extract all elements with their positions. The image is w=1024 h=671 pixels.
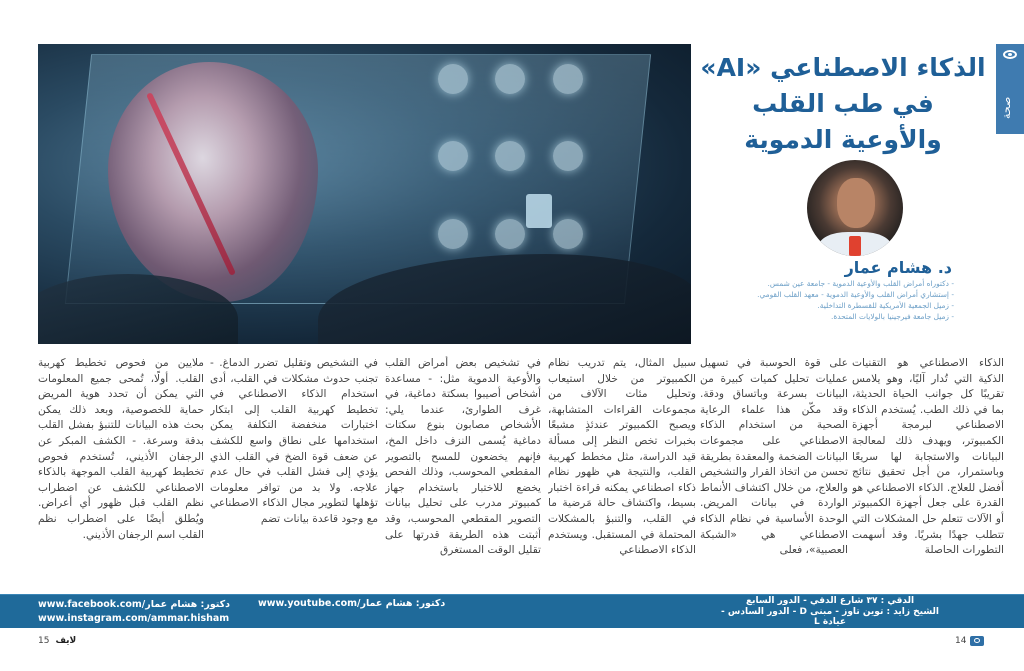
social-links — [38, 598, 230, 626]
contact-footer-bar — [0, 594, 1024, 628]
icon-bubble — [495, 141, 525, 171]
magazine-eye-icon — [970, 636, 984, 646]
author-credentials — [694, 278, 954, 322]
ui-panel — [526, 194, 552, 228]
address-line: الشيخ زايد : توين تاوز - مبنى D - الدور السادس - — [721, 606, 939, 617]
address-line: عيادة L — [813, 617, 847, 628]
youtube-link[interactable]: www.youtube.com/دكتور: هشام عمار — [258, 598, 446, 609]
medical-icons-grid — [438, 64, 598, 284]
icon-bubble — [495, 219, 525, 249]
article-column-6 — [38, 356, 204, 592]
author-name: د. هشام عمار — [844, 258, 952, 277]
column-text: ملايين من فحوص تخطيط كهربية القلب. أولًا، تُمحى جميع المعلومات التي يمكن أن تحدد هوية المريض حماية للخصوصية، وبعد ذلك يمكن بحث هذه البيانات للتنبؤ بفشل القلب بدقة وسرعة. - الكشف المبكر عن الرجفان الأذيني، تُستخدم فحوص تخطيط كهربية القلب الموجهة بالذكاء الاصطناعي للكشف عن اضطراب نظم القلب قبل ظهور أي أعراض. ويُطلق أيضًا على اضطراب نظم القلب اسم الرجفان الأذيني. — [38, 357, 204, 541]
article-column-5 — [210, 356, 378, 592]
eye-icon — [1003, 50, 1017, 59]
author-avatar — [807, 160, 903, 256]
credential-item: - زميل جامعة فيرجينيا بالولايات المتحدة. — [831, 312, 954, 321]
facebook-link[interactable]: www.facebook.com/دكتور: هشام عمار — [38, 599, 231, 610]
page-number-right — [955, 636, 984, 646]
article-column-4 — [385, 356, 541, 592]
page-number-left — [38, 636, 76, 646]
face — [837, 178, 875, 228]
section-label: صحة — [1000, 96, 1013, 120]
icon-bubble — [553, 64, 583, 94]
icon-bubble — [553, 141, 583, 171]
icon-bubble — [495, 64, 525, 94]
clinic-address — [710, 596, 950, 628]
icon-bubble — [438, 64, 468, 94]
column-text: في التشخيص وتقليل تضرر الدماغ. - تجنب حدوث مشكلات في القلب، أدى استخدام الذكاء الاصطناعي في تخطيط كهربية القلب إلى ابتكار اختبارات منخفضة التكلفة يمكن استخدامها على نطاق واسع للكشف عن ضعف قوة الضخ في القلب الذي يؤدي إلى فشل القلب في حال عدم علاجه. ولا بد من توافر معلومات تؤهلها لتطوير مجال الذكاء الاصطناعي مع وجود قاعدة بيانات تضم — [210, 357, 378, 525]
column-text: في تشخيص بعض أمراض القلب والأوعية الدموية مثل: - مساعدة أشخاص أصيبوا بسكتة دماغية، في غرف الطوارئ، عندما يلي: الأشخاص مصابون بنوع سكتات دماغية يُسمى النزف داخل المخ، فإنهم يخضعون للمسح بالتصوير المقطعي المحوسب، وذلك الفحص يخضع للاختبار باستخدام جهاز كمبيوتر مدرب على تحليل بيانات التصوير المقطعي المحوسب، وقد أثبتت هذه الطريقة قدرتها على تقليل الوقت المستغرق — [385, 357, 541, 557]
tie — [849, 236, 861, 256]
icon-bubble — [553, 219, 583, 249]
credential-item: - إستشاري أمراض القلب والأوعية الدموية - معهد القلب القومي. — [757, 290, 954, 299]
hero-image-heart-hologram — [38, 44, 691, 344]
address-line: الدقي : ٣٧ شارع الدقي - الدور السابع — [745, 596, 915, 606]
article-column-1 — [852, 356, 1004, 592]
icon-bubble — [438, 141, 468, 171]
column-text: سبيل المثال، يتم تدريب نظام الكمبيوتر من خلال استيعاب وتحليل مئات الآلاف من مجموعات القراءات المتشابهة، ويصبح الكمبيوتر عندئذٍ مشبعًا بخبرات تخص النظر إلى مسألة قيد الدراسة، مثل مخطط كهربية القلب، والنتيجة هي ظهور نظام ذكاء اصطناعي يمكنه قراءة اختبار بسيط، واكتشاف حالة مَرضية ما في القلب، والتنبؤ بالمشكلات المحتملة في المستقبل. ويستخدم الذكاء الاصطناعي — [548, 357, 696, 557]
credential-item: - زميل الجمعية الأمريكية للقسطرة التداخلية. — [817, 301, 954, 310]
page-number: 15 — [38, 636, 50, 646]
credential-item: - دكتوراه أمراض القلب والأوعية الدموية - جامعة عين شمس. — [767, 279, 954, 288]
article-title: الذكاء الاصطناعي «AI» في طب القلب والأوعية الدموية — [700, 53, 986, 154]
column-text: على قوة الحوسبة في تسهيل عمليات تحليل كميات كبيرة من البيانات بسرعة وباتساق ودقة. وقد مكّن هذا علماء الرعاية الصحية من استخدام الذكاء الاصطناعي على مجموعات البيانات الضخمة والمعقدة بطريقة تحسن من اتخاذ القرار والتشخيص والعلاج، من خلال اكتشاف الأنماط الواردة في بيانات المريض. الوحدة الأساسية في نظام الذكاء الاصطناعي هي «الشبكة العصبية»، فعلى — [700, 357, 848, 557]
section-tab — [996, 44, 1024, 134]
instagram-link[interactable]: www.instagram.com/ammar.hisham — [38, 613, 230, 624]
column-text: الذكاء الاصطناعي هو التقنيات الذكية التي تُدار آليًا، وهو يلامس تقريبًا كل جوانب الحياة الحديثة، بما في ذلك الطب. يُستخدم الذكاء الاصطناعي لبرمجة أجهزة الكمبيوتر، ويهدف ذلك لمعالجة البيانات والاستجابة لها سريعًا وباستمرار، من أجل تحقيق نتائج أفضل للعلاج. الذكاء الاصطناعي هو القدرة على جعل أجهزة الكمبيوتر أو الآلات تتعلم حل المشكلات التي تتطلب جهدًا بشريًا. وقد أسهمت التطورات الحاصلة — [852, 357, 1004, 557]
magazine-brand: لايف — [55, 636, 77, 646]
page-number: 14 — [955, 636, 967, 646]
article-column-3 — [548, 356, 696, 592]
icon-bubble — [438, 219, 468, 249]
article-column-2 — [700, 356, 848, 592]
